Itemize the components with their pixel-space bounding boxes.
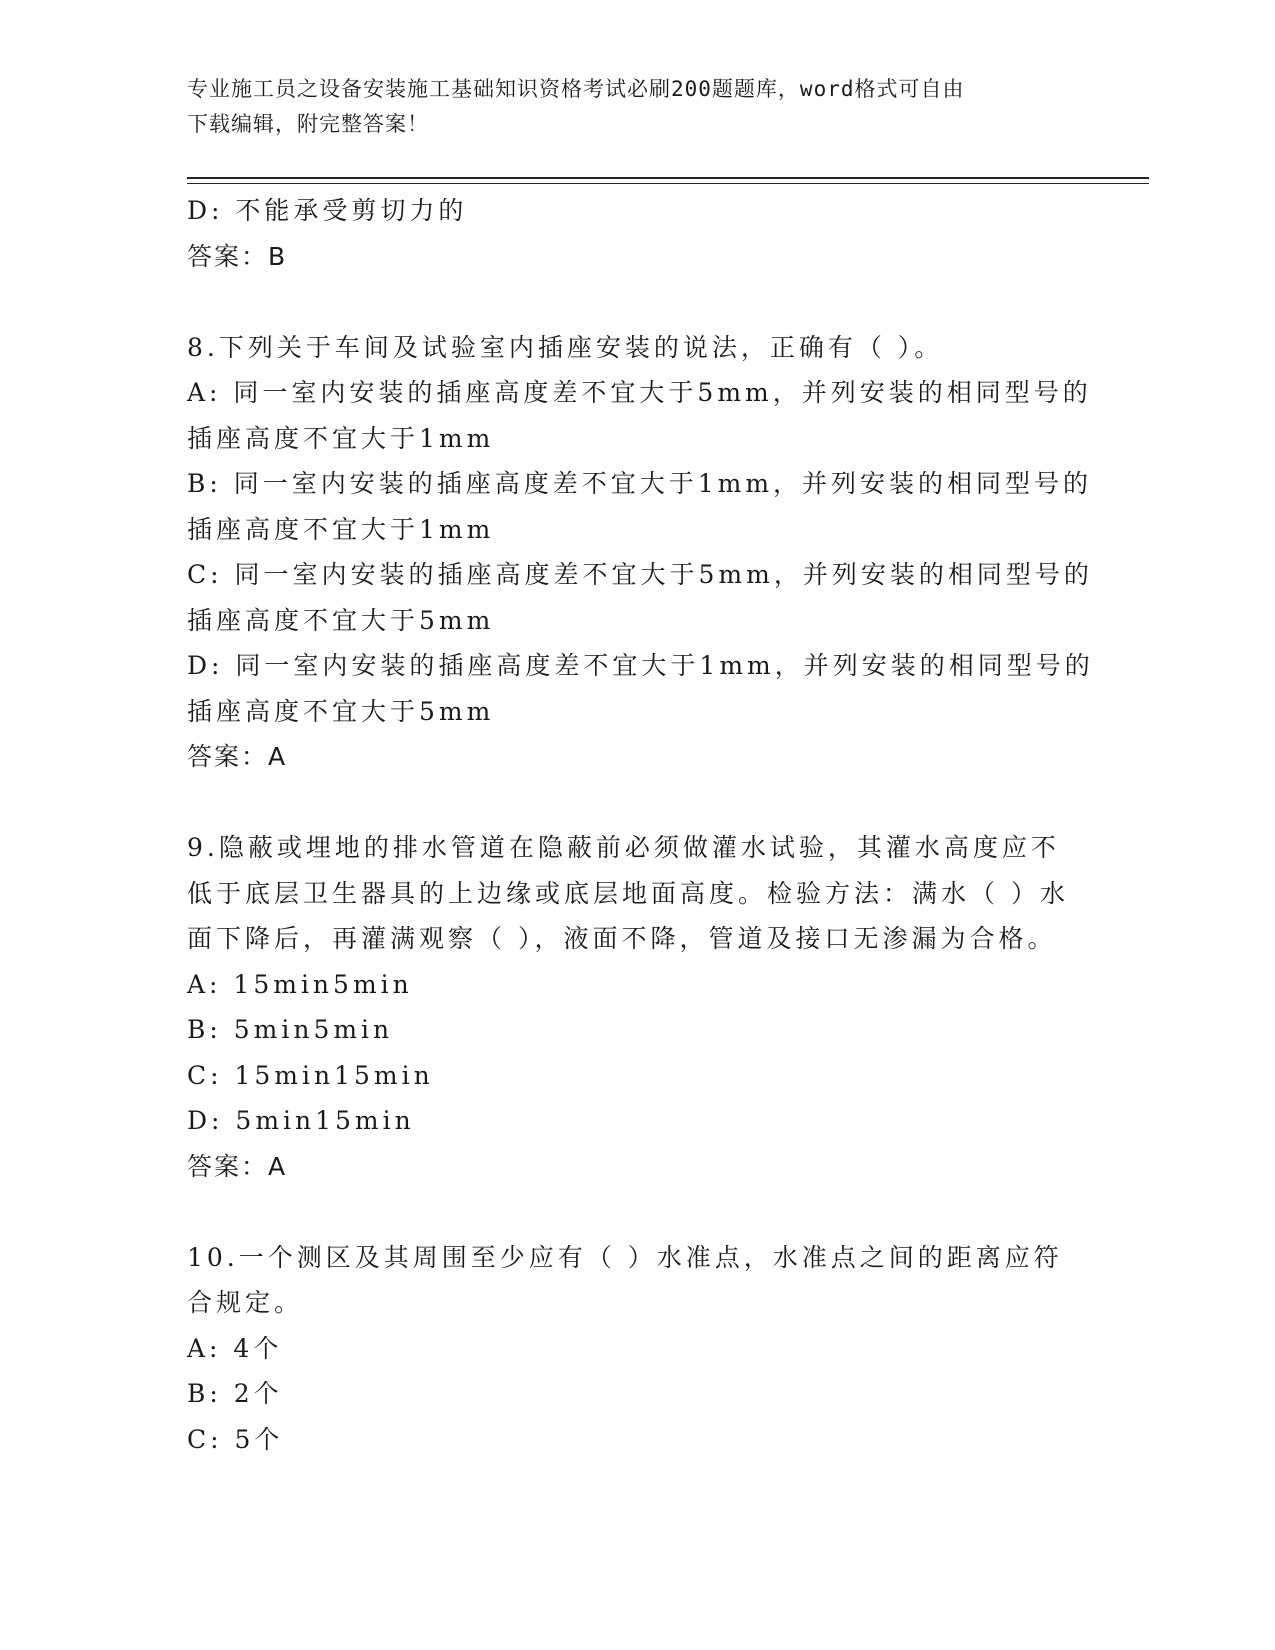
q10-stem-line2: 合规定。	[187, 1288, 304, 1317]
q7-answer: 答案：B	[187, 241, 288, 271]
header-rule-thin	[187, 183, 1149, 184]
q8-option-c-line2: 插座高度不宜大于5mm	[187, 605, 495, 635]
q9-option-a: A: 15min5min	[187, 969, 413, 999]
q10-option-a: A: 4个	[187, 1333, 283, 1363]
q8-option-b-line2: 插座高度不宜大于1mm	[187, 514, 495, 544]
q10-option-b: B: 2个	[187, 1379, 283, 1408]
q8-stem: 8.下列关于车间及试验室内插座安装的说法，正确有（ ）。	[187, 332, 944, 362]
header-rule-thick	[187, 177, 1149, 179]
document-header	[187, 72, 1087, 142]
q8-option-d-line1: D: 同一室内安装的插座高度差不宜大于1mm，并列安装的相同型号的	[187, 651, 1094, 680]
header-line-1: 专业施工员之设备安装施工基础知识资格考试必刷200题题库，word格式可自由	[187, 77, 965, 101]
q8-option-d-line2: 插座高度不宜大于5mm	[187, 696, 495, 726]
spacer	[187, 780, 1087, 826]
q8-option-a-line2: 插座高度不宜大于1mm	[187, 423, 495, 453]
spacer	[187, 1189, 1087, 1235]
q9-stem-line2: 低于底层卫生器具的上边缘或底层地面高度。检验方法：满水（ ）水	[187, 878, 1069, 908]
q8-option-a-line1: A: 同一室内安装的插座高度差不宜大于5mm，并列安装的相同型号的	[187, 378, 1092, 407]
q10-stem-line1: 10.一个测区及其周围至少应有（ ）水准点，水准点之间的距离应符	[187, 1242, 1063, 1272]
header-line-2: 下载编辑，附完整答案！	[187, 112, 429, 136]
spacer	[187, 279, 1087, 325]
q9-option-c: C: 15min15min	[187, 1060, 434, 1090]
q8-option-c-line1: C: 同一室内安装的插座高度差不宜大于5mm，并列安装的相同型号的	[187, 560, 1093, 589]
q9-stem-line1: 9.隐蔽或埋地的排水管道在隐蔽前必须做灌水试验，其灌水高度应不	[187, 833, 1060, 862]
q8-answer: 答案：A	[187, 742, 288, 771]
q9-answer: 答案：A	[187, 1151, 288, 1181]
q8-option-b-line1: B: 同一室内安装的插座高度差不宜大于1mm，并列安装的相同型号的	[187, 469, 1093, 498]
q9-stem-line3: 面下降后，再灌满观察（ ），液面不降，管道及接口无渗漏为合格。	[187, 924, 1057, 953]
q10-option-c: C: 5个	[187, 1424, 284, 1454]
q9-option-d: D: 5min15min	[187, 1106, 415, 1135]
question-content	[187, 188, 1094, 1462]
q7-option-d: D: 不能承受剪切力的	[187, 196, 468, 225]
q9-option-b: B: 5min5min	[187, 1015, 394, 1044]
